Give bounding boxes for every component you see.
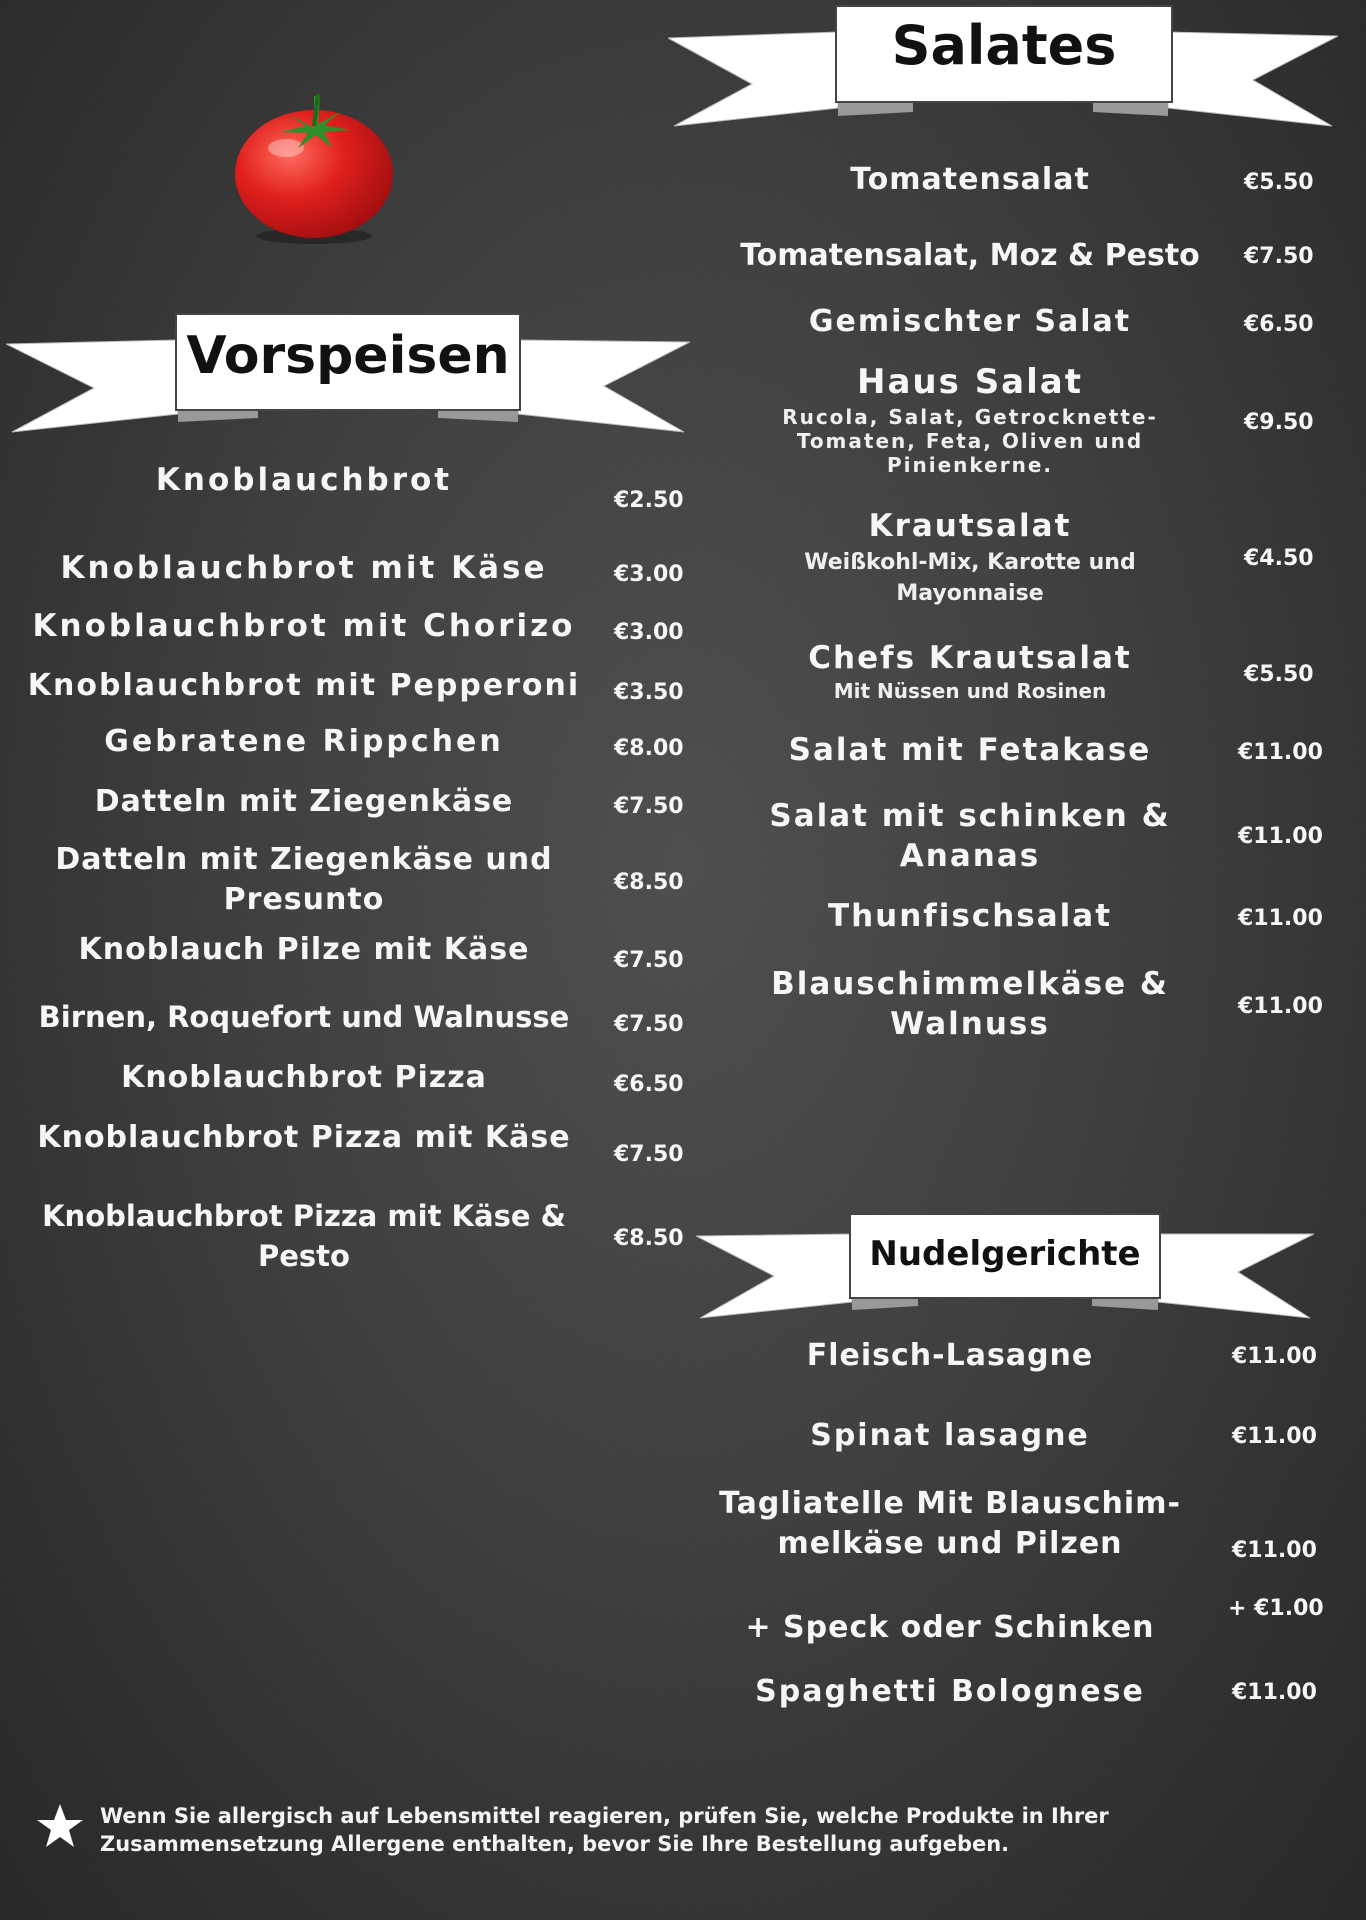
item-price: €11.00: [1238, 824, 1323, 849]
item-price: €3.00: [614, 562, 684, 587]
item-price: €8.50: [614, 1226, 684, 1251]
item-name: Knoblauchbrot mit Pepperoni: [27, 668, 581, 703]
vorspeisen-banner: [6, 310, 690, 436]
item-name: Knoblauchbrot mit Chorizo: [32, 608, 576, 644]
menu-item: [700, 1608, 1200, 1648]
item-name: Knoblauch Pilze mit Käse: [78, 932, 530, 967]
item-name: Knoblauchbrot mit Käse: [60, 550, 548, 586]
item-price: €2.50: [614, 488, 684, 513]
item-description: Weißkohl-Mix, Karotte und Mayonnaise: [804, 549, 1136, 606]
menu-item: [720, 796, 1220, 876]
item-price: €3.00: [614, 620, 684, 645]
tomato-icon: [228, 86, 398, 246]
menu-item: [720, 964, 1220, 1044]
menu-item: [700, 1672, 1200, 1712]
item-name: Fleisch-Lasagne: [806, 1338, 1094, 1373]
item-price: €5.50: [1244, 170, 1314, 195]
item-price: €8.50: [614, 870, 684, 895]
menu-item: [720, 506, 1220, 609]
menu-item: [720, 302, 1220, 342]
item-description: Rucola, Salat, Getrocknette- Tomaten, Feta, Oliven und Pinienkerne.: [782, 404, 1158, 477]
section-title-salates: Salates: [891, 14, 1117, 77]
item-name: Knoblauchbrot Pizza mit Käse: [37, 1120, 571, 1155]
item-name: Gemischter Salat: [808, 304, 1132, 339]
item-name: Datteln mit Ziegenkäse: [94, 784, 514, 819]
item-price: €11.00: [1232, 1344, 1317, 1369]
item-price: €11.00: [1232, 1538, 1317, 1563]
menu-item: [10, 666, 598, 706]
salates-banner: [668, 4, 1338, 130]
item-price: €11.00: [1238, 906, 1323, 931]
item-name: Knoblauchbrot Pizza mit Käse & Pesto: [42, 1199, 566, 1273]
item-name: Datteln mit Ziegenkäse und Presunto: [55, 842, 553, 917]
item-price: €6.50: [614, 1072, 684, 1097]
item-name: Tagliatelle Mit Blauschim- melkäse und Pilzen: [719, 1486, 1181, 1561]
item-name: Salat mit Fetakase: [788, 732, 1152, 768]
item-name: Chefs Krautsalat: [808, 640, 1132, 676]
allergy-text: Wenn Sie allergisch auf Lebensmittel reagieren, prüfen Sie, welche Produkte in Ihrer Zusammensetzung Allergene enthalten, bevor Sie Ihre Bestellung aufgeben.: [100, 1804, 1109, 1856]
menu-item: [20, 840, 588, 920]
item-price: €7.50: [614, 794, 684, 819]
item-price: €3.50: [614, 680, 684, 705]
item-name: Salat mit schinken & Ananas: [769, 798, 1171, 874]
item-name: Thunfischsalat: [827, 898, 1113, 934]
menu-item: [10, 1196, 598, 1276]
item-name: Birnen, Roquefort und Walnusse: [38, 1000, 570, 1034]
item-name: Spinat lasagne: [810, 1418, 1090, 1453]
item-price: €7.50: [614, 1142, 684, 1167]
item-price: €7.50: [1244, 244, 1314, 269]
menu-item: [700, 1484, 1200, 1564]
menu-item: [720, 360, 1220, 477]
item-name: + Speck oder Schinken: [745, 1610, 1155, 1645]
item-price: €7.50: [614, 948, 684, 973]
menu-item: [20, 930, 588, 970]
menu-item: [720, 160, 1220, 200]
menu-item: [20, 722, 588, 762]
item-name: Krautsalat: [868, 508, 1072, 544]
menu-item: [720, 730, 1220, 771]
star-icon: [36, 1802, 84, 1850]
item-description: Mit Nüssen und Rosinen: [833, 678, 1107, 703]
item-name: Knoblauchbrot Pizza: [121, 1060, 487, 1095]
item-price: €11.00: [1238, 994, 1323, 1019]
item-price: + €1.00: [1228, 1596, 1324, 1621]
item-price: €11.00: [1232, 1424, 1317, 1449]
menu-item: [20, 606, 588, 647]
item-name: Spaghetti Bolognese: [755, 1674, 1145, 1709]
item-name: Knoblauchbrot: [155, 462, 453, 498]
menu-item: [720, 638, 1220, 704]
item-price: €6.50: [1244, 312, 1314, 337]
menu-item: [720, 896, 1220, 937]
menu-item: [720, 236, 1220, 276]
item-price: €4.50: [1244, 546, 1314, 571]
item-price: €7.50: [614, 1012, 684, 1037]
menu-item: [20, 548, 588, 589]
menu-item: [20, 1118, 588, 1158]
item-price: €9.50: [1244, 410, 1314, 435]
item-price: €11.00: [1238, 740, 1323, 765]
menu-item: [700, 1336, 1200, 1376]
item-name: Blauschimmelkäse & Walnuss: [771, 966, 1169, 1042]
item-price: €5.50: [1244, 662, 1314, 687]
menu-item: [20, 782, 588, 822]
item-name: Tomatensalat, Moz & Pesto: [740, 238, 1200, 273]
item-name: Gebratene Rippchen: [104, 724, 504, 759]
nudelgerichte-banner: [696, 1212, 1314, 1322]
section-title-nudelgerichte: Nudelgerichte: [869, 1234, 1141, 1274]
item-name: Haus Salat: [857, 362, 1083, 402]
menu-item: [700, 1416, 1200, 1456]
item-name: Tomatensalat: [850, 162, 1090, 197]
item-price: €8.00: [614, 736, 684, 761]
menu-item: [20, 460, 588, 501]
section-title-vorspeisen: Vorspeisen: [186, 326, 510, 386]
menu-item: [10, 998, 598, 1036]
menu-item: [20, 1058, 588, 1098]
item-price: €11.00: [1232, 1680, 1317, 1705]
